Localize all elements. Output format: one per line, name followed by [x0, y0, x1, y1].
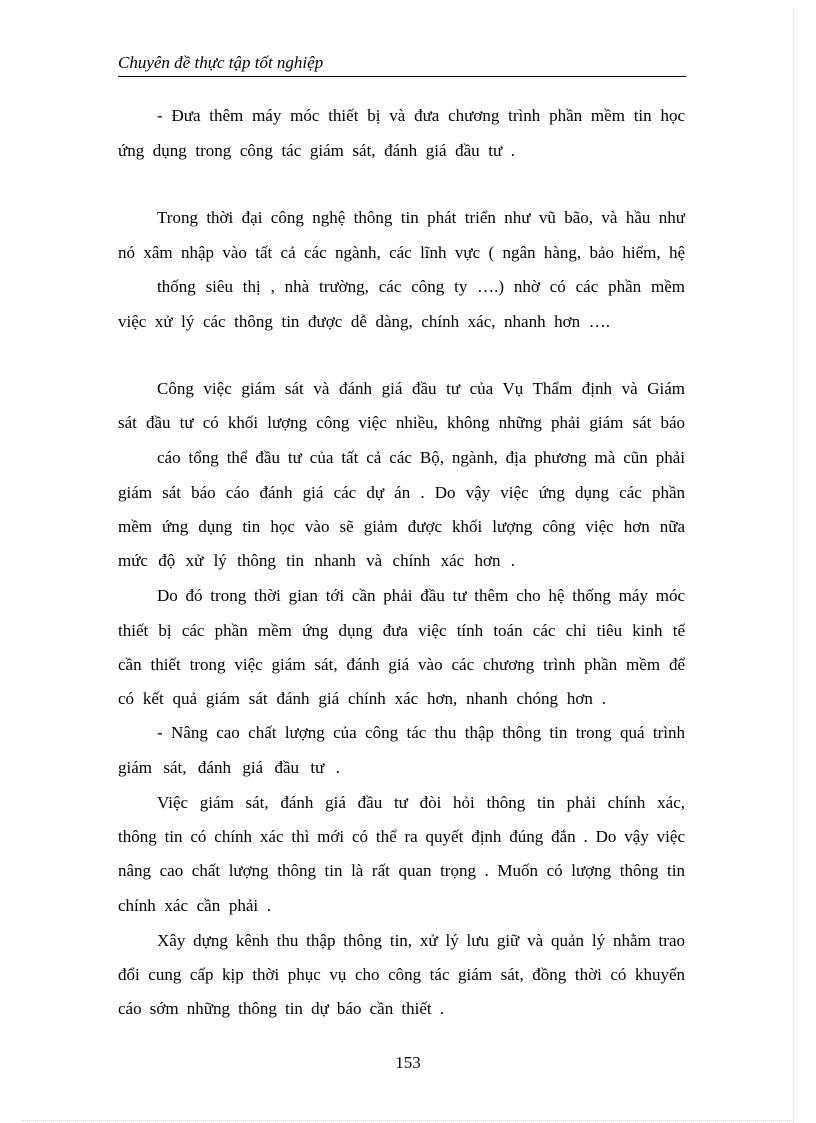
text-line: đổi cung cấp kịp thời phục vụ cho công tác giám sát, đồng thời có khuyến [118, 965, 685, 984]
text-line: Do đó trong thời gian tới cần phải đầu tư thêm cho hệ thống máy móc [157, 586, 685, 605]
text-line: chính xác cần phải . [118, 896, 271, 915]
page-border-right [793, 10, 794, 1122]
text-line: nó xâm nhập vào tất cả các ngành, các lĩnh vực ( ngân hàng, bảo hiểm, hệ [118, 243, 685, 262]
text-line: Xây dựng kênh thu thập thông tin, xử lý lưu giữ và quản lý nhằm trao [157, 931, 685, 950]
text-line: việc xử lý các thông tin được dễ dàng, chính xác, nhanh hơn …. [118, 312, 610, 331]
text-line: Trong thời đại công nghệ thông tin phát triển như vũ bão, và hầu như [157, 208, 685, 227]
text-line: giám sát báo cáo đánh giá các dự án . Do vậy việc ứng dụng các phần [118, 483, 685, 502]
text-line: ứng dụng trong công tác giám sát, đánh giá đầu tư . [118, 141, 515, 160]
text-line: Việc giám sát, đánh giá đầu tư đòi hỏi thông tin phải chính xác, [157, 793, 685, 812]
text-line: - Đưa thêm máy móc thiết bị và đưa chương trình phần mềm tin học [157, 106, 685, 125]
text-line: mềm ứng dụng tin học vào sẽ giảm được khối lượng công việc hơn nữa [118, 517, 685, 536]
text-line: cáo sớm những thông tin dự báo cần thiết . [118, 999, 444, 1018]
text-line: Công việc giám sát và đánh giá đầu tư của Vụ Thẩm định và Giám [157, 379, 685, 398]
text-line: giám sát, đánh giá đầu tư . [118, 758, 340, 777]
text-line: thiết bị các phần mềm ứng dụng đưa việc tính toán các chỉ tiêu kinh tế [118, 621, 685, 640]
text-line: cần thiết trong việc giám sát, đánh giá vào các chương trình phần mềm để [118, 655, 685, 674]
text-line: - Nâng cao chất lượng của công tác thu thập thông tin trong quá trình [157, 723, 685, 742]
text-line: thống siêu thị , nhà trường, các công ty ….) nhờ có các phần mềm [157, 277, 685, 296]
running-header: Chuyên đề thực tập tốt nghiệp [118, 50, 686, 77]
text-line: mức độ xử lý thông tin nhanh và chính xác hơn . [118, 551, 515, 570]
text-line: nâng cao chất lượng thông tin là rất quan trọng . Muốn có lượng thông tin [118, 861, 685, 880]
page-border-bottom [22, 1120, 794, 1121]
text-line: có kết quả giám sát đánh giá chính xác hơn, nhanh chóng hơn . [118, 689, 606, 708]
text-line: thông tin có chính xác thì mới có thể ra quyết định đúng đắn . Do vậy việc [118, 827, 685, 846]
text-line: cáo tổng thể đầu tư của tất cả các Bộ, ngành, địa phương mà cũn phải [157, 448, 685, 467]
text-line: sát đầu tư có khối lượng công việc nhiều, không những phải giám sát báo [118, 413, 685, 432]
page-number: 153 [395, 1053, 421, 1072]
